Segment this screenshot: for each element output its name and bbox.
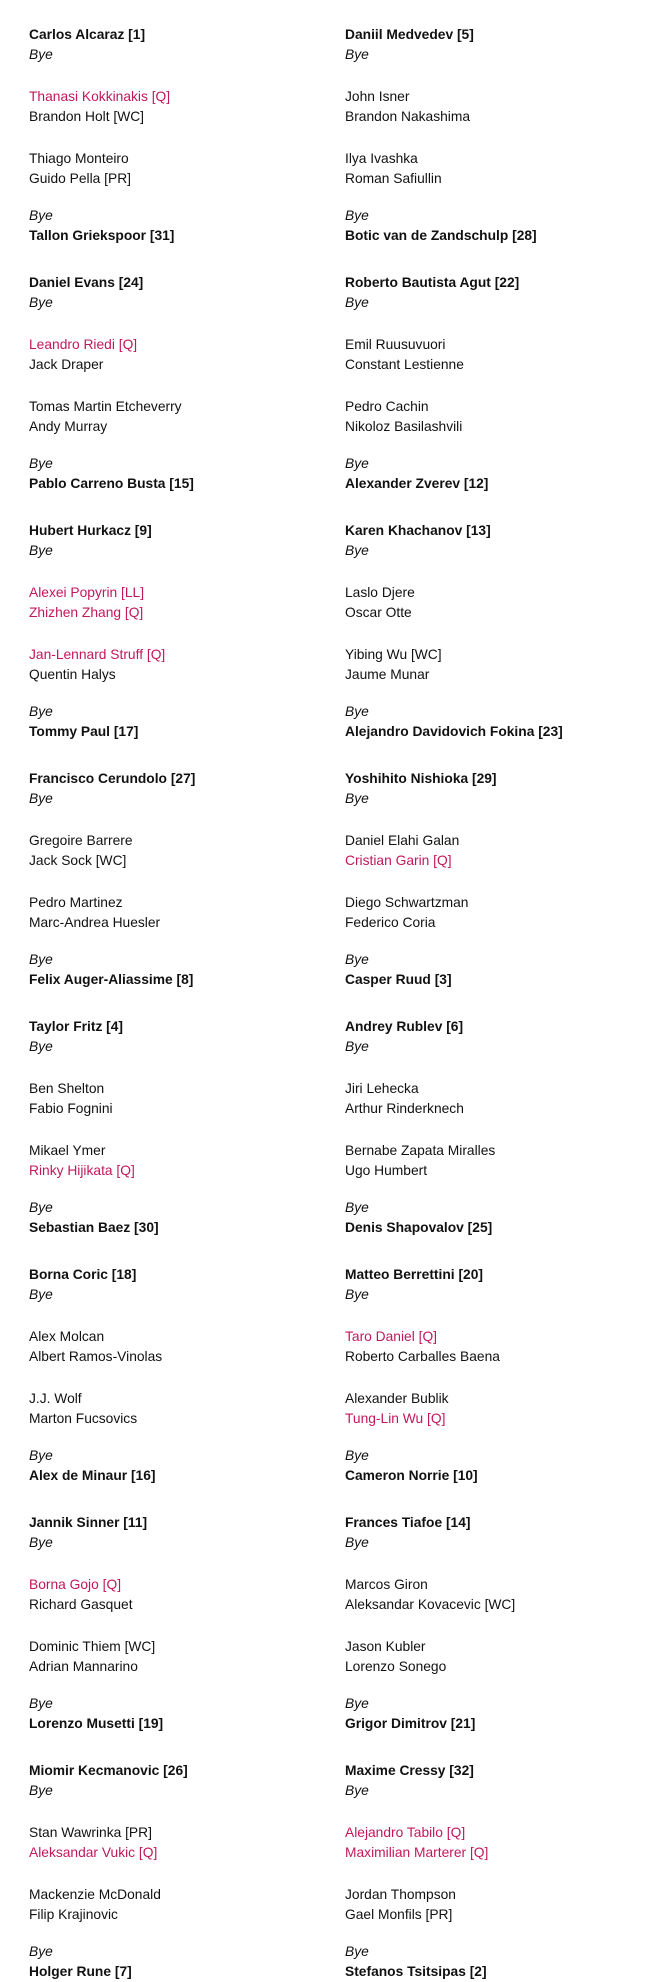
match-pair xyxy=(29,454,329,494)
seeded-player-name: Lorenzo Musetti [19] xyxy=(29,1716,164,1731)
match-pair xyxy=(29,1327,329,1367)
match-gap xyxy=(345,933,645,950)
match-gap xyxy=(29,1181,329,1198)
player-name: Bernabe Zapata Miralles xyxy=(345,1143,496,1158)
match-pair xyxy=(29,702,329,742)
match-pair xyxy=(29,206,329,246)
match-pair xyxy=(345,831,645,871)
seeded-player-name: Yoshihito Nishioka [29] xyxy=(345,771,497,786)
player-name: Emil Ruusuvuori xyxy=(345,337,446,352)
match-pair xyxy=(29,1761,329,1801)
player-name: Lorenzo Sonego xyxy=(345,1659,447,1674)
match-pair xyxy=(345,1389,645,1429)
bye-label: Bye xyxy=(29,952,53,967)
match-gap xyxy=(345,685,645,702)
match-gap xyxy=(345,1429,645,1446)
bye-label: Bye xyxy=(345,543,369,558)
match-gap xyxy=(29,437,329,454)
bye-label: Bye xyxy=(29,456,53,471)
match-gap xyxy=(29,1057,329,1079)
bye-label: Bye xyxy=(29,208,53,223)
match-pair xyxy=(345,1694,645,1734)
draw-section xyxy=(345,1513,645,1734)
match-gap xyxy=(345,1677,645,1694)
match-gap xyxy=(29,127,329,149)
match-pair xyxy=(345,1761,645,1801)
match-pair xyxy=(345,950,645,990)
player-name: Ilya Ivashka xyxy=(345,151,418,166)
player-name: Filip Krajinovic xyxy=(29,1907,118,1922)
match-pair xyxy=(345,1513,645,1553)
player-name: Ben Shelton xyxy=(29,1081,105,1096)
bye-label: Bye xyxy=(29,1287,53,1302)
section-gap xyxy=(29,1734,329,1761)
match-pair xyxy=(345,335,645,375)
player-name: Jack Sock [WC] xyxy=(29,853,127,868)
seeded-player-name: Karen Khachanov [13] xyxy=(345,523,491,538)
match-pair xyxy=(345,521,645,561)
match-gap xyxy=(29,1615,329,1637)
player-name: Alex Molcan xyxy=(29,1329,105,1344)
draw-section xyxy=(29,1265,329,1486)
seeded-player-name: Jannik Sinner [11] xyxy=(29,1515,148,1530)
match-pair xyxy=(345,645,645,685)
match-pair xyxy=(29,1513,329,1553)
match-pair xyxy=(345,454,645,494)
match-gap xyxy=(29,1553,329,1575)
bye-label: Bye xyxy=(29,295,53,310)
section-gap xyxy=(345,742,645,769)
player-name: Richard Gasquet xyxy=(29,1597,133,1612)
seeded-player-name: Holger Rune [7] xyxy=(29,1964,132,1979)
match-pair xyxy=(29,397,329,437)
match-pair xyxy=(29,950,329,990)
match-pair xyxy=(345,1079,645,1119)
match-pair xyxy=(345,769,645,809)
qualifier-player-name: Alejandro Tabilo [Q] xyxy=(345,1825,466,1840)
seeded-player-name: Frances Tiafoe [14] xyxy=(345,1515,471,1530)
match-gap xyxy=(345,1925,645,1942)
seeded-player-name: Miomir Kecmanovic [26] xyxy=(29,1763,188,1778)
match-gap xyxy=(345,809,645,831)
player-name: Jiri Lehecka xyxy=(345,1081,419,1096)
draw-column-left xyxy=(29,25,329,1982)
match-pair xyxy=(29,831,329,871)
match-gap xyxy=(29,871,329,893)
match-gap xyxy=(29,809,329,831)
player-name: Adrian Mannarino xyxy=(29,1659,138,1674)
match-pair xyxy=(29,521,329,561)
bye-label: Bye xyxy=(345,791,369,806)
bye-label: Bye xyxy=(345,295,369,310)
player-name: Marcos Giron xyxy=(345,1577,428,1592)
seeded-player-name: Daniel Evans [24] xyxy=(29,275,144,290)
match-pair xyxy=(345,25,645,65)
bye-label: Bye xyxy=(345,1287,369,1302)
player-name: Nikoloz Basilashvili xyxy=(345,419,463,434)
match-gap xyxy=(345,313,645,335)
player-name: Mikael Ymer xyxy=(29,1143,106,1158)
bye-label: Bye xyxy=(345,1535,369,1550)
bye-label: Bye xyxy=(29,1200,53,1215)
player-name: Albert Ramos-Vinolas xyxy=(29,1349,163,1364)
player-name: Roberto Carballes Baena xyxy=(345,1349,500,1364)
seeded-player-name: Alejandro Davidovich Fokina [23] xyxy=(345,724,563,739)
draw-section xyxy=(29,1761,329,1982)
draw-section xyxy=(29,1017,329,1238)
bye-label: Bye xyxy=(345,208,369,223)
player-name: Federico Coria xyxy=(345,915,436,930)
section-gap xyxy=(345,1486,645,1513)
player-name: J.J. Wolf xyxy=(29,1391,82,1406)
draw-section xyxy=(345,1761,645,1982)
match-pair xyxy=(29,1694,329,1734)
match-gap xyxy=(29,313,329,335)
bye-label: Bye xyxy=(345,1944,369,1959)
match-pair xyxy=(345,206,645,246)
bye-label: Bye xyxy=(29,47,53,62)
draw-section xyxy=(345,273,645,494)
match-gap xyxy=(29,1119,329,1141)
seeded-player-name: Casper Ruud [3] xyxy=(345,972,452,987)
draw-section xyxy=(29,273,329,494)
qualifier-player-name: Leandro Riedi [Q] xyxy=(29,337,138,352)
match-pair xyxy=(345,1265,645,1305)
match-gap xyxy=(345,437,645,454)
player-name: Jack Draper xyxy=(29,357,104,372)
player-name: Marton Fucsovics xyxy=(29,1411,138,1426)
player-name: Guido Pella [PR] xyxy=(29,171,131,186)
seeded-player-name: Sebastian Baez [30] xyxy=(29,1220,159,1235)
match-gap xyxy=(345,1119,645,1141)
player-name: Aleksandar Kovacevic [WC] xyxy=(345,1597,516,1612)
match-pair xyxy=(345,893,645,933)
bye-label: Bye xyxy=(345,704,369,719)
player-name: Diego Schwartzman xyxy=(345,895,469,910)
player-name: Brandon Holt [WC] xyxy=(29,109,145,124)
match-gap xyxy=(29,375,329,397)
section-gap xyxy=(29,1486,329,1513)
player-name: Tomas Martin Etcheverry xyxy=(29,399,182,414)
match-pair xyxy=(345,273,645,313)
match-pair xyxy=(29,1079,329,1119)
player-name: Jordan Thompson xyxy=(345,1887,456,1902)
seeded-player-name: Maxime Cressy [32] xyxy=(345,1763,474,1778)
draw-section xyxy=(29,1513,329,1734)
draw-section xyxy=(345,769,645,990)
seeded-player-name: Taylor Fritz [4] xyxy=(29,1019,124,1034)
match-gap xyxy=(345,65,645,87)
player-name: Constant Lestienne xyxy=(345,357,464,372)
seeded-player-name: Tommy Paul [17] xyxy=(29,724,139,739)
match-pair xyxy=(29,1389,329,1429)
match-gap xyxy=(29,1305,329,1327)
section-gap xyxy=(345,494,645,521)
bye-label: Bye xyxy=(345,47,369,62)
match-pair xyxy=(29,335,329,375)
match-gap xyxy=(345,1305,645,1327)
seeded-player-name: Tallon Griekspoor [31] xyxy=(29,228,175,243)
bye-label: Bye xyxy=(345,952,369,967)
draw-section xyxy=(29,769,329,990)
match-pair xyxy=(29,1942,329,1982)
match-pair xyxy=(29,1575,329,1615)
match-gap xyxy=(29,1367,329,1389)
match-gap xyxy=(29,65,329,87)
match-gap xyxy=(345,127,645,149)
match-pair xyxy=(29,769,329,809)
draw-section xyxy=(345,25,645,246)
seeded-player-name: Botic van de Zandschulp [28] xyxy=(345,228,537,243)
match-gap xyxy=(345,1367,645,1389)
match-gap xyxy=(345,375,645,397)
match-pair xyxy=(345,1017,645,1057)
match-pair xyxy=(29,893,329,933)
seeded-player-name: Felix Auger-Aliassime [8] xyxy=(29,972,194,987)
match-gap xyxy=(29,1677,329,1694)
bye-label: Bye xyxy=(29,1783,53,1798)
section-gap xyxy=(345,1734,645,1761)
match-gap xyxy=(29,189,329,206)
draw-section xyxy=(29,521,329,742)
bye-label: Bye xyxy=(345,456,369,471)
player-name: Gregoire Barrere xyxy=(29,833,133,848)
draw-column-right xyxy=(345,25,645,1982)
match-pair xyxy=(29,1637,329,1677)
match-pair xyxy=(345,1823,645,1863)
match-gap xyxy=(29,933,329,950)
match-pair xyxy=(29,1017,329,1057)
seeded-player-name: Cameron Norrie [10] xyxy=(345,1468,478,1483)
bye-label: Bye xyxy=(29,1535,53,1550)
player-name: Alexander Bublik xyxy=(345,1391,449,1406)
player-name: Arthur Rinderknech xyxy=(345,1101,464,1116)
seeded-player-name: Pablo Carreno Busta [15] xyxy=(29,476,194,491)
player-name: Thiago Monteiro xyxy=(29,151,129,166)
match-pair xyxy=(29,1265,329,1305)
seeded-player-name: Hubert Hurkacz [9] xyxy=(29,523,152,538)
match-pair xyxy=(29,645,329,685)
match-pair xyxy=(29,1885,329,1925)
player-name: Laslo Djere xyxy=(345,585,415,600)
player-name: Andy Murray xyxy=(29,419,108,434)
player-name: Ugo Humbert xyxy=(345,1163,428,1178)
match-gap xyxy=(345,561,645,583)
player-name: Dominic Thiem [WC] xyxy=(29,1639,156,1654)
match-pair xyxy=(29,25,329,65)
match-pair xyxy=(29,87,329,127)
match-pair xyxy=(29,1446,329,1486)
match-gap xyxy=(29,1863,329,1885)
qualifier-player-name: Aleksandar Vukic [Q] xyxy=(29,1845,158,1860)
player-name: Oscar Otte xyxy=(345,605,412,620)
seeded-player-name: Stefanos Tsitsipas [2] xyxy=(345,1964,487,1979)
match-gap xyxy=(345,871,645,893)
player-name: Yibing Wu [WC] xyxy=(345,647,442,662)
draw-section xyxy=(345,1017,645,1238)
qualifier-player-name: Thanasi Kokkinakis [Q] xyxy=(29,89,171,104)
match-pair xyxy=(345,1327,645,1367)
qualifier-player-name: Tung-Lin Wu [Q] xyxy=(345,1411,446,1426)
bye-label: Bye xyxy=(29,1696,53,1711)
player-name: Daniel Elahi Galan xyxy=(345,833,460,848)
bye-label: Bye xyxy=(345,1696,369,1711)
match-pair xyxy=(345,149,645,189)
qualifier-player-name: Alexei Popyrin [LL] xyxy=(29,585,145,600)
draw-section xyxy=(29,25,329,246)
player-name: Gael Monfils [PR] xyxy=(345,1907,453,1922)
player-name: Quentin Halys xyxy=(29,667,116,682)
player-name: Pedro Cachin xyxy=(345,399,429,414)
player-name: Jason Kubler xyxy=(345,1639,426,1654)
match-pair xyxy=(345,1575,645,1615)
bye-label: Bye xyxy=(29,1039,53,1054)
section-gap xyxy=(29,990,329,1017)
player-name: Stan Wawrinka [PR] xyxy=(29,1825,152,1840)
qualifier-player-name: Maximilian Marterer [Q] xyxy=(345,1845,489,1860)
section-gap xyxy=(29,494,329,521)
section-gap xyxy=(29,1238,329,1265)
seeded-player-name: Carlos Alcaraz [1] xyxy=(29,27,146,42)
section-gap xyxy=(29,246,329,273)
match-pair xyxy=(345,1942,645,1982)
match-gap xyxy=(29,561,329,583)
qualifier-player-name: Taro Daniel [Q] xyxy=(345,1329,438,1344)
qualifier-player-name: Cristian Garin [Q] xyxy=(345,853,452,868)
bye-label: Bye xyxy=(29,704,53,719)
section-gap xyxy=(345,1238,645,1265)
match-pair xyxy=(29,273,329,313)
bye-label: Bye xyxy=(345,1783,369,1798)
match-pair xyxy=(345,583,645,623)
match-pair xyxy=(345,702,645,742)
section-gap xyxy=(29,742,329,769)
match-pair xyxy=(29,149,329,189)
match-pair xyxy=(345,1141,645,1181)
seeded-player-name: Alex de Minaur [16] xyxy=(29,1468,156,1483)
match-gap xyxy=(345,1615,645,1637)
match-pair xyxy=(29,583,329,623)
match-pair xyxy=(345,1198,645,1238)
match-gap xyxy=(345,623,645,645)
match-gap xyxy=(345,1181,645,1198)
bye-label: Bye xyxy=(29,1448,53,1463)
seeded-player-name: Andrey Rublev [6] xyxy=(345,1019,464,1034)
match-pair xyxy=(29,1198,329,1238)
player-name: Marc-Andrea Huesler xyxy=(29,915,161,930)
draw-section xyxy=(345,1265,645,1486)
match-gap xyxy=(345,1553,645,1575)
qualifier-player-name: Borna Gojo [Q] xyxy=(29,1577,122,1592)
match-pair xyxy=(345,87,645,127)
seeded-player-name: Roberto Bautista Agut [22] xyxy=(345,275,520,290)
match-pair xyxy=(29,1823,329,1863)
seeded-player-name: Grigor Dimitrov [21] xyxy=(345,1716,476,1731)
player-name: Pedro Martinez xyxy=(29,895,123,910)
qualifier-player-name: Jan-Lennard Struff [Q] xyxy=(29,647,166,662)
qualifier-player-name: Rinky Hijikata [Q] xyxy=(29,1163,135,1178)
seeded-player-name: Borna Coric [18] xyxy=(29,1267,137,1282)
player-name: Brandon Nakashima xyxy=(345,109,471,124)
player-name: Fabio Fognini xyxy=(29,1101,113,1116)
match-pair xyxy=(345,397,645,437)
match-gap xyxy=(29,1925,329,1942)
bye-label: Bye xyxy=(29,1944,53,1959)
bye-label: Bye xyxy=(345,1200,369,1215)
bye-label: Bye xyxy=(29,791,53,806)
bye-label: Bye xyxy=(29,543,53,558)
match-pair xyxy=(345,1637,645,1677)
seeded-player-name: Daniil Medvedev [5] xyxy=(345,27,474,42)
match-gap xyxy=(29,623,329,645)
player-name: Jaume Munar xyxy=(345,667,430,682)
section-gap xyxy=(345,246,645,273)
seeded-player-name: Francisco Cerundolo [27] xyxy=(29,771,196,786)
match-gap xyxy=(29,685,329,702)
section-gap xyxy=(345,990,645,1017)
match-gap xyxy=(345,1863,645,1885)
qualifier-player-name: Zhizhen Zhang [Q] xyxy=(29,605,144,620)
match-gap xyxy=(29,1429,329,1446)
match-pair xyxy=(345,1446,645,1486)
bye-label: Bye xyxy=(345,1448,369,1463)
player-name: John Isner xyxy=(345,89,410,104)
match-pair xyxy=(29,1141,329,1181)
match-pair xyxy=(345,1885,645,1925)
player-name: Mackenzie McDonald xyxy=(29,1887,161,1902)
bye-label: Bye xyxy=(345,1039,369,1054)
seeded-player-name: Alexander Zverev [12] xyxy=(345,476,489,491)
seeded-player-name: Matteo Berrettini [20] xyxy=(345,1267,483,1282)
player-name: Roman Safiullin xyxy=(345,171,442,186)
draw-section xyxy=(345,521,645,742)
match-gap xyxy=(345,1057,645,1079)
match-gap xyxy=(345,189,645,206)
seeded-player-name: Denis Shapovalov [25] xyxy=(345,1220,493,1235)
